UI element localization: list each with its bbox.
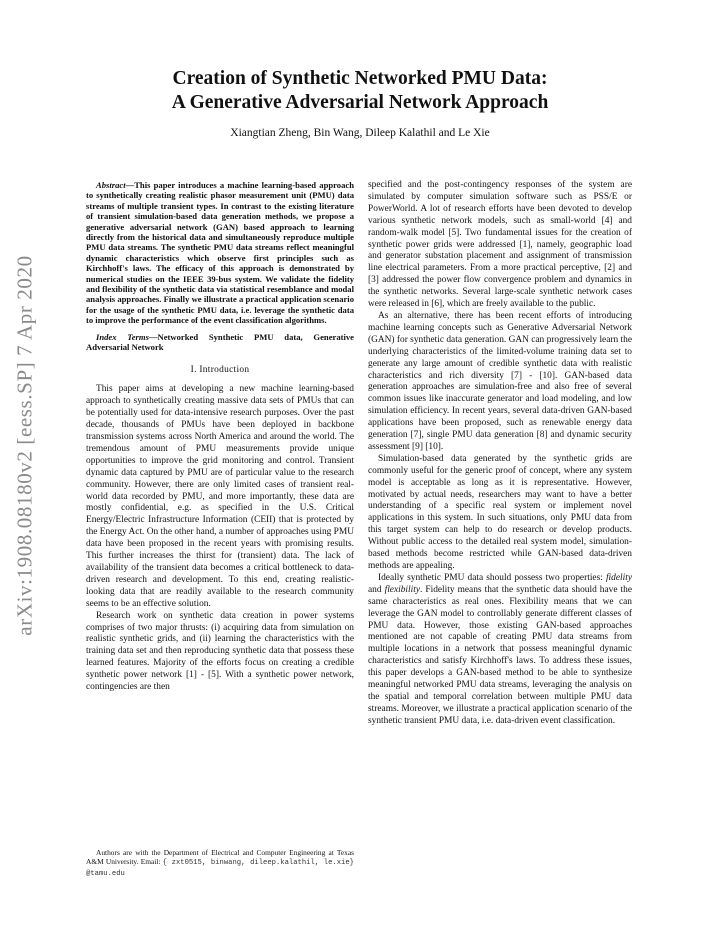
footnote [86, 848, 354, 879]
footnote-text: Authors are with the Department of Electrical and Computer Engineering at Texas A&M University. Email: [86, 848, 354, 866]
intro-paragraph-2: Research work on synthetic data creation in power systems comprises of two major thrusts: (i) acquiring data from simulation on realistic synthetic grids, and (ii) learning the characteristics with the training data set and then reproducing synthetic data that possess these learned features. Majority of the efforts focus on creating a credible synthetic power network [1] - [5]. With a synthetic power network, contingencies are then [86, 610, 354, 693]
arxiv-side-stamp [10, 235, 40, 655]
flexibility-term: flexibility [384, 584, 420, 595]
abstract-label: Abstract [96, 180, 126, 190]
index-terms [86, 332, 354, 353]
para6-and: and [368, 584, 382, 595]
footnote-emails: { zxt0515, binwang, dileep.kalathil, le.xie} @tamu.edu [86, 859, 354, 878]
index-terms-body: —Networked Synthetic PMU data, Generative Adversarial Network [86, 331, 354, 353]
abstract-body: —This paper introduces a machine learning-based approach to synthetically creating realistic phasor measurement unit (PMU) data streams of multiple transient types. In contrast to the existing literature of transient simulation-based data generation methods, we propose a generative adversarial network (GAN) based approach to learning directly from the historical data and simultaneously reproduce multiple PMU data streams. The synthetic PMU data streams reflect meaningful dynamic characteristics which observe first principles such as Kirchhoff's laws. The efficacy of this approach is demonstrated by numerical studies on the IEEE 39-bus system. We validate the fidelity and flexibility of the synthetic data via statistical resemblance and modal analysis approaches. Finally we illustrate a practical application scenario for the usage of the synthetic PMU data, i.e. leverage the synthetic data to improve the performance of the event classification algorithms. [86, 180, 354, 326]
title-line-1: Creation of Synthetic Networked PMU Data: [172, 68, 548, 89]
abstract [86, 180, 354, 326]
title-line-2: A Generative Adversarial Network Approach [171, 92, 549, 113]
left-column [86, 180, 354, 694]
para6-start: Ideally synthetic PMU data should possess two properties: [378, 572, 603, 583]
intro-paragraph-4: As an alternative, there has been recent efforts of introducing machine learning concepts such as Generative Adversarial Network (GAN) for synthetic data generation. GAN can progressively learn the underlying characteristics of the limited-volume training data set to generate any large amount of credible synthetic data with realistic characteristics and rich diversity [7] - [10]. GAN-based data generation approaches are simulation-free and also free of several common issues like inaccurate generator and load modeling, and low simulation efficiency. In recent years, several data-driven GAN-based applications have been proposed, such as renewable energy data generation [7], single PMU data generation [8] and dynamic security assessment [9] [10]. [368, 310, 632, 452]
arxiv-identifier: arXiv:1908.08180v2 [eess.SP] 7 Apr 2020 [12, 254, 37, 636]
section-heading-introduction: I. Introduction [190, 364, 250, 375]
intro-paragraph-6 [368, 573, 632, 728]
para6-rest: . Fidelity means that the synthetic data should have the same characteristics as real ones. Flexibility means that we can leverage the GAN model to controllably generate different classes of PMU data. However, those existing GAN-based approaches mentioned are not capable of creating PMU data streams from multiple locations in a network that possess meaningful dynamic characteristics and satisfy Kirchhoff's laws. To address these issues, this paper develops a GAN-based method to be able to synthesize meaningful networked PMU data streams, leveraging the analysis on the spatial and temporal correlation between multiple PMU data streams. Moreover, we illustrate a practical application scenario of the synthetic transient PMU data, i.e. data-driven event classification. [368, 584, 632, 726]
intro-paragraph-3: specified and the post-contingency responses of the system are simulated by computer simulation software such as PSS/E or PowerWorld. A lot of research efforts have been devoted to develop various synthetic network models, such as small-world [4] and random-walk model [5]. Two fundamental issues for the creation of synthetic power grids were addressed [1], namely, geographic load and generator substation placement and assignment of transmission line electrical parameters. From a more practical perceptive, [2] and [3] addressed the power flow convergence problem and dynamics in the synthetic networks. Several large-scale synthetic network cases were released in [6], which are freely available to the public. [368, 180, 632, 310]
intro-paragraph-5: Simulation-based data generated by the synthetic grids are commonly useful for the generic proof of concept, where any system model is acceptable as long as it is representative. However, motivated by actual needs, researchers may want to have a better understanding of a specific real system or implement novel applications in this system. In such situations, only PMU data from this target system can help to do research or develop products. Without public access to the detailed real system model, simulation-based methods become restricted while GAN-based data-driven methods are appealing. [368, 453, 632, 571]
intro-paragraph-1: This paper aims at developing a new machine learning-based approach to synthetically creating massive data sets of PMUs that can be potentially used for data-intensive research purposes. Over the past decade, thousands of PMUs have been deployed in backbone transmission systems across North America and around the world. The tremendous amount of PMU measurements provide unique opportunities to improve the grid monitoring and control. Transient dynamic data captured by PMU are of particular value to the research community. However, there are only limited cases of transient real-world data recorded by PMU, and more importantly, these data are mostly confidential, e.g. as specified in the U.S. Critical Energy/Electric Infrastructure Information (CEII) that is protected by the Energy Act. On the other hand, a number of approaches using PMU data have been proposed in the recent years with promising results. This further increases the thirst for (transient) data. The lack of availability of the transient data becomes a critical bottleneck to data-driven research and development. To this end, creating realistic-looking data that are readily available to the research community seems to be an effective solution. [86, 384, 354, 609]
fidelity-term: fidelity [605, 572, 632, 583]
index-terms-label: Index Terms [96, 331, 149, 342]
right-column [368, 180, 632, 728]
author-list: Xiangtian Zheng, Bin Wang, Dileep Kalathil and Le Xie [230, 127, 490, 139]
paper-title [80, 67, 640, 115]
